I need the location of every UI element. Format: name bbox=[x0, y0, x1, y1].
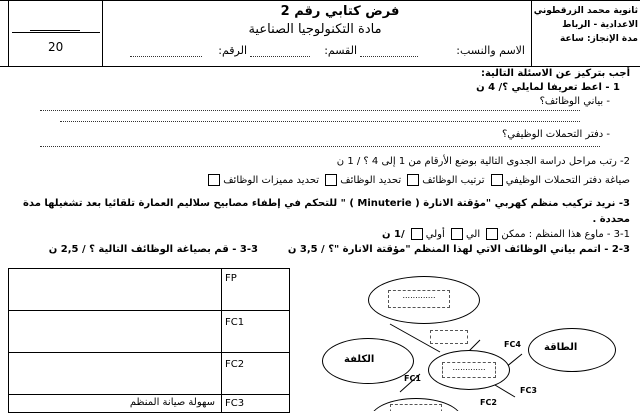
checkbox[interactable] bbox=[325, 174, 337, 186]
q1-item-1: - بياني الوظائف؟ bbox=[539, 96, 610, 107]
subject-title: مادة التكنولوجيا الصناعية bbox=[248, 22, 382, 37]
checkbox[interactable] bbox=[451, 228, 463, 240]
functions-table bbox=[8, 268, 290, 413]
table-row: FC2 bbox=[225, 359, 245, 370]
instructions: أجب بتركيز عن الاسئلة التالية: bbox=[480, 68, 630, 79]
field-class: القسم: bbox=[324, 44, 357, 57]
checkbox[interactable] bbox=[491, 174, 503, 186]
q3-1: 3-1 - ماوع هذا المنظم : ممكن الي أولي /1 ن bbox=[381, 229, 630, 240]
table-row: FC3 bbox=[225, 398, 245, 409]
school-info: ثانوية محمد الزرقطوني الاعدادية - الرباط مدة الإنجاز: ساعة bbox=[533, 6, 638, 44]
table-row: FC1 bbox=[225, 317, 245, 328]
checkbox[interactable] bbox=[208, 174, 220, 186]
checkbox[interactable] bbox=[407, 174, 419, 186]
table-cell-text: سهولة صيانة المنظم bbox=[129, 397, 215, 408]
field-number: الرقم: bbox=[218, 44, 247, 57]
checkbox[interactable] bbox=[486, 228, 498, 240]
score-total: 20 bbox=[48, 40, 64, 54]
field-name: الاسم والنسب: bbox=[456, 44, 525, 57]
q2-title: 2- رتب مراحل دراسة الجدوى التالية بوضع الأرقام من 1 إلى 4 ؟ / 1 ن bbox=[336, 156, 630, 167]
checkbox[interactable] bbox=[411, 228, 423, 240]
exam-title: فرض كتابي رقم 2 bbox=[280, 4, 400, 19]
q3-intro: 3- نريد تركيب منظم كهربي "مؤقتة الانارة ( Minuterie ) " للتحكم في إطفاء مصابيح سلاليم العمارة تلقائيا بعد تشغيلها مدة محددة . bbox=[23, 198, 630, 225]
q1-title: 1 - اعط تعريفا لمايلي ؟/ 4 ن bbox=[476, 82, 620, 93]
q3-2: 2-3 - اتمم بياني الوظائف الاتي لهذا المنظم "مؤقتة الانارة "؟ / 3,5 ن bbox=[287, 244, 630, 255]
q2-options: صياغة دفتر التحملات الوظيفي ترتيب الوظائف تحديد الوظائف تحديد مميزات الوظائف bbox=[140, 174, 630, 186]
q1-item-2: - دفتر التحملات الوظيفي؟ bbox=[501, 129, 610, 140]
table-row: FP bbox=[225, 273, 237, 284]
score-box bbox=[10, 2, 100, 62]
function-diagram: ............. الطاقة الكلفة ............. FC1 FC2 FC3 FC4 bbox=[300, 262, 640, 411]
q3-3: 3-3 - قم بصياغة الوظائف التالية ؟ / 2,5 ن bbox=[48, 244, 258, 255]
